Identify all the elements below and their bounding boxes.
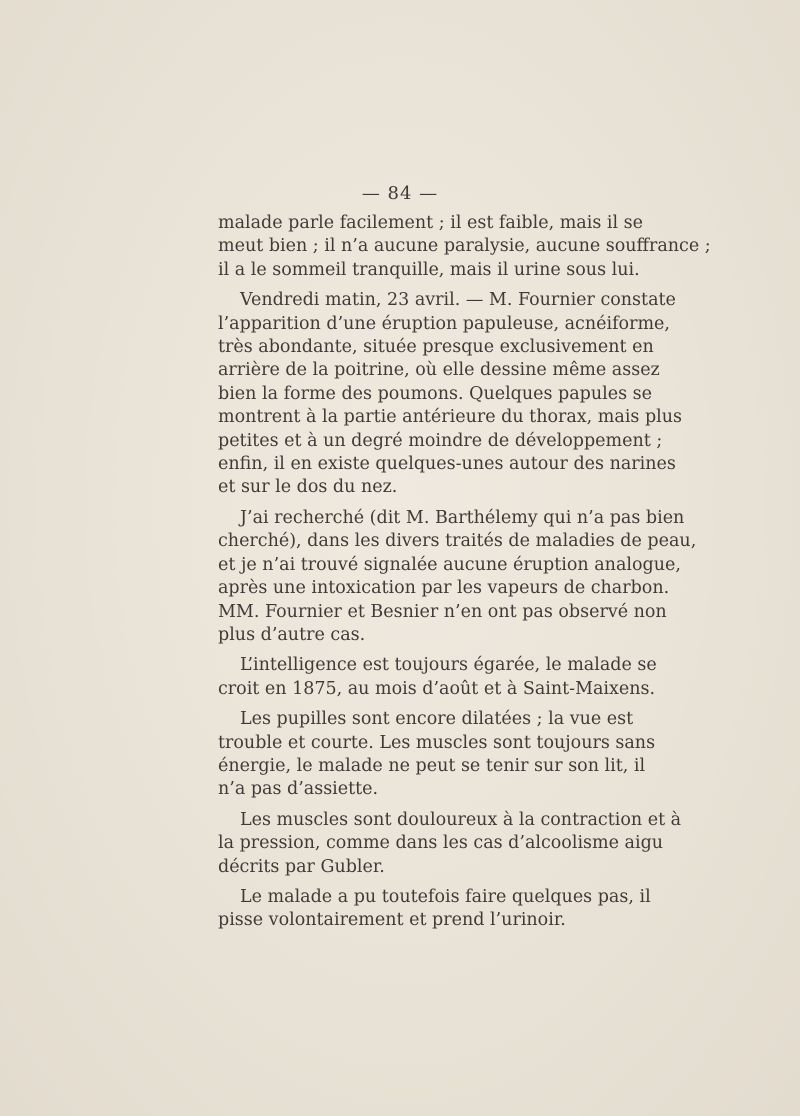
text-line: Les muscles sont douloureux à la contraction et à [240, 809, 682, 830]
text-line: et je n’ai trouvé signalée aucune éruption analogue, [218, 554, 681, 575]
paragraph-7 [218, 886, 651, 933]
text-line: arrière de la poitrine, où elle dessine même assez [218, 360, 660, 381]
text-line: J’ai recherché (dit M. Barthélemy qui n’a pas bien [240, 507, 685, 528]
paragraph-6 [218, 809, 682, 879]
text-line: Les pupilles sont encore dilatées ; la vue est [240, 709, 634, 730]
text-line: énergie, le malade ne peut se tenir sur son lit, il [218, 755, 646, 776]
text-line: Le malade a pu toutefois faire quelques pas, il [240, 886, 651, 907]
text-line: décrits par Gubler. [218, 856, 385, 877]
text-line: la pression, comme dans les cas d’alcoolisme aigu [218, 833, 664, 854]
text-line: et sur le dos du nez. [218, 477, 398, 498]
text-line: enfin, il en existe quelques-unes autour des narines [218, 454, 676, 475]
text-line: plus d’autre cas. [218, 624, 366, 645]
text-line: bien la forme des poumons. Quelques papules se [218, 383, 652, 404]
text-line: cherché), dans les divers traités de maladies de peau, [218, 531, 697, 552]
text-line: après une intoxication par les vapeurs de charbon. [218, 578, 670, 599]
text-line: L’intelligence est toujours égarée, le malade se [240, 655, 657, 676]
text-line: très abondante, située presque exclusivement en [218, 337, 654, 358]
text-line: croit en 1875, au mois d’août et à Saint-Maixens. [218, 678, 656, 699]
text-line: montrent à la partie antérieure du thorax, mais plus [218, 407, 683, 428]
text-line: petites et à un degré moindre de développement ; [218, 430, 663, 451]
text-line: malade parle facilement ; il est faible, mais il se [218, 213, 643, 233]
text-line: pisse volontairement et prend l’urinoir. [218, 910, 566, 931]
text-line: MM. Fournier et Besnier n’en ont pas observé non [218, 601, 667, 622]
text-line: trouble et courte. Les muscles sont toujours sans [218, 732, 656, 753]
paragraph-3 [218, 507, 697, 647]
text-line: Vendredi matin, 23 avril. — M. Fournier constate [240, 290, 676, 311]
paragraph-5 [218, 708, 656, 802]
paragraph-1 [218, 212, 711, 282]
text-line: meut bien ; il n’a aucune paralysie, aucune souffrance ; [218, 236, 711, 257]
text-line: l’apparition d’une éruption papuleuse, acnéiforme, [218, 313, 670, 334]
paragraph-4 [218, 654, 657, 701]
paragraph-2 [218, 289, 683, 500]
text-line: n’a pas d’assiette. [218, 779, 379, 800]
page-number: — 84 — [361, 183, 439, 204]
body-text [218, 212, 711, 933]
text-line: il a le sommeil tranquille, mais il urine sous lui. [218, 259, 640, 280]
